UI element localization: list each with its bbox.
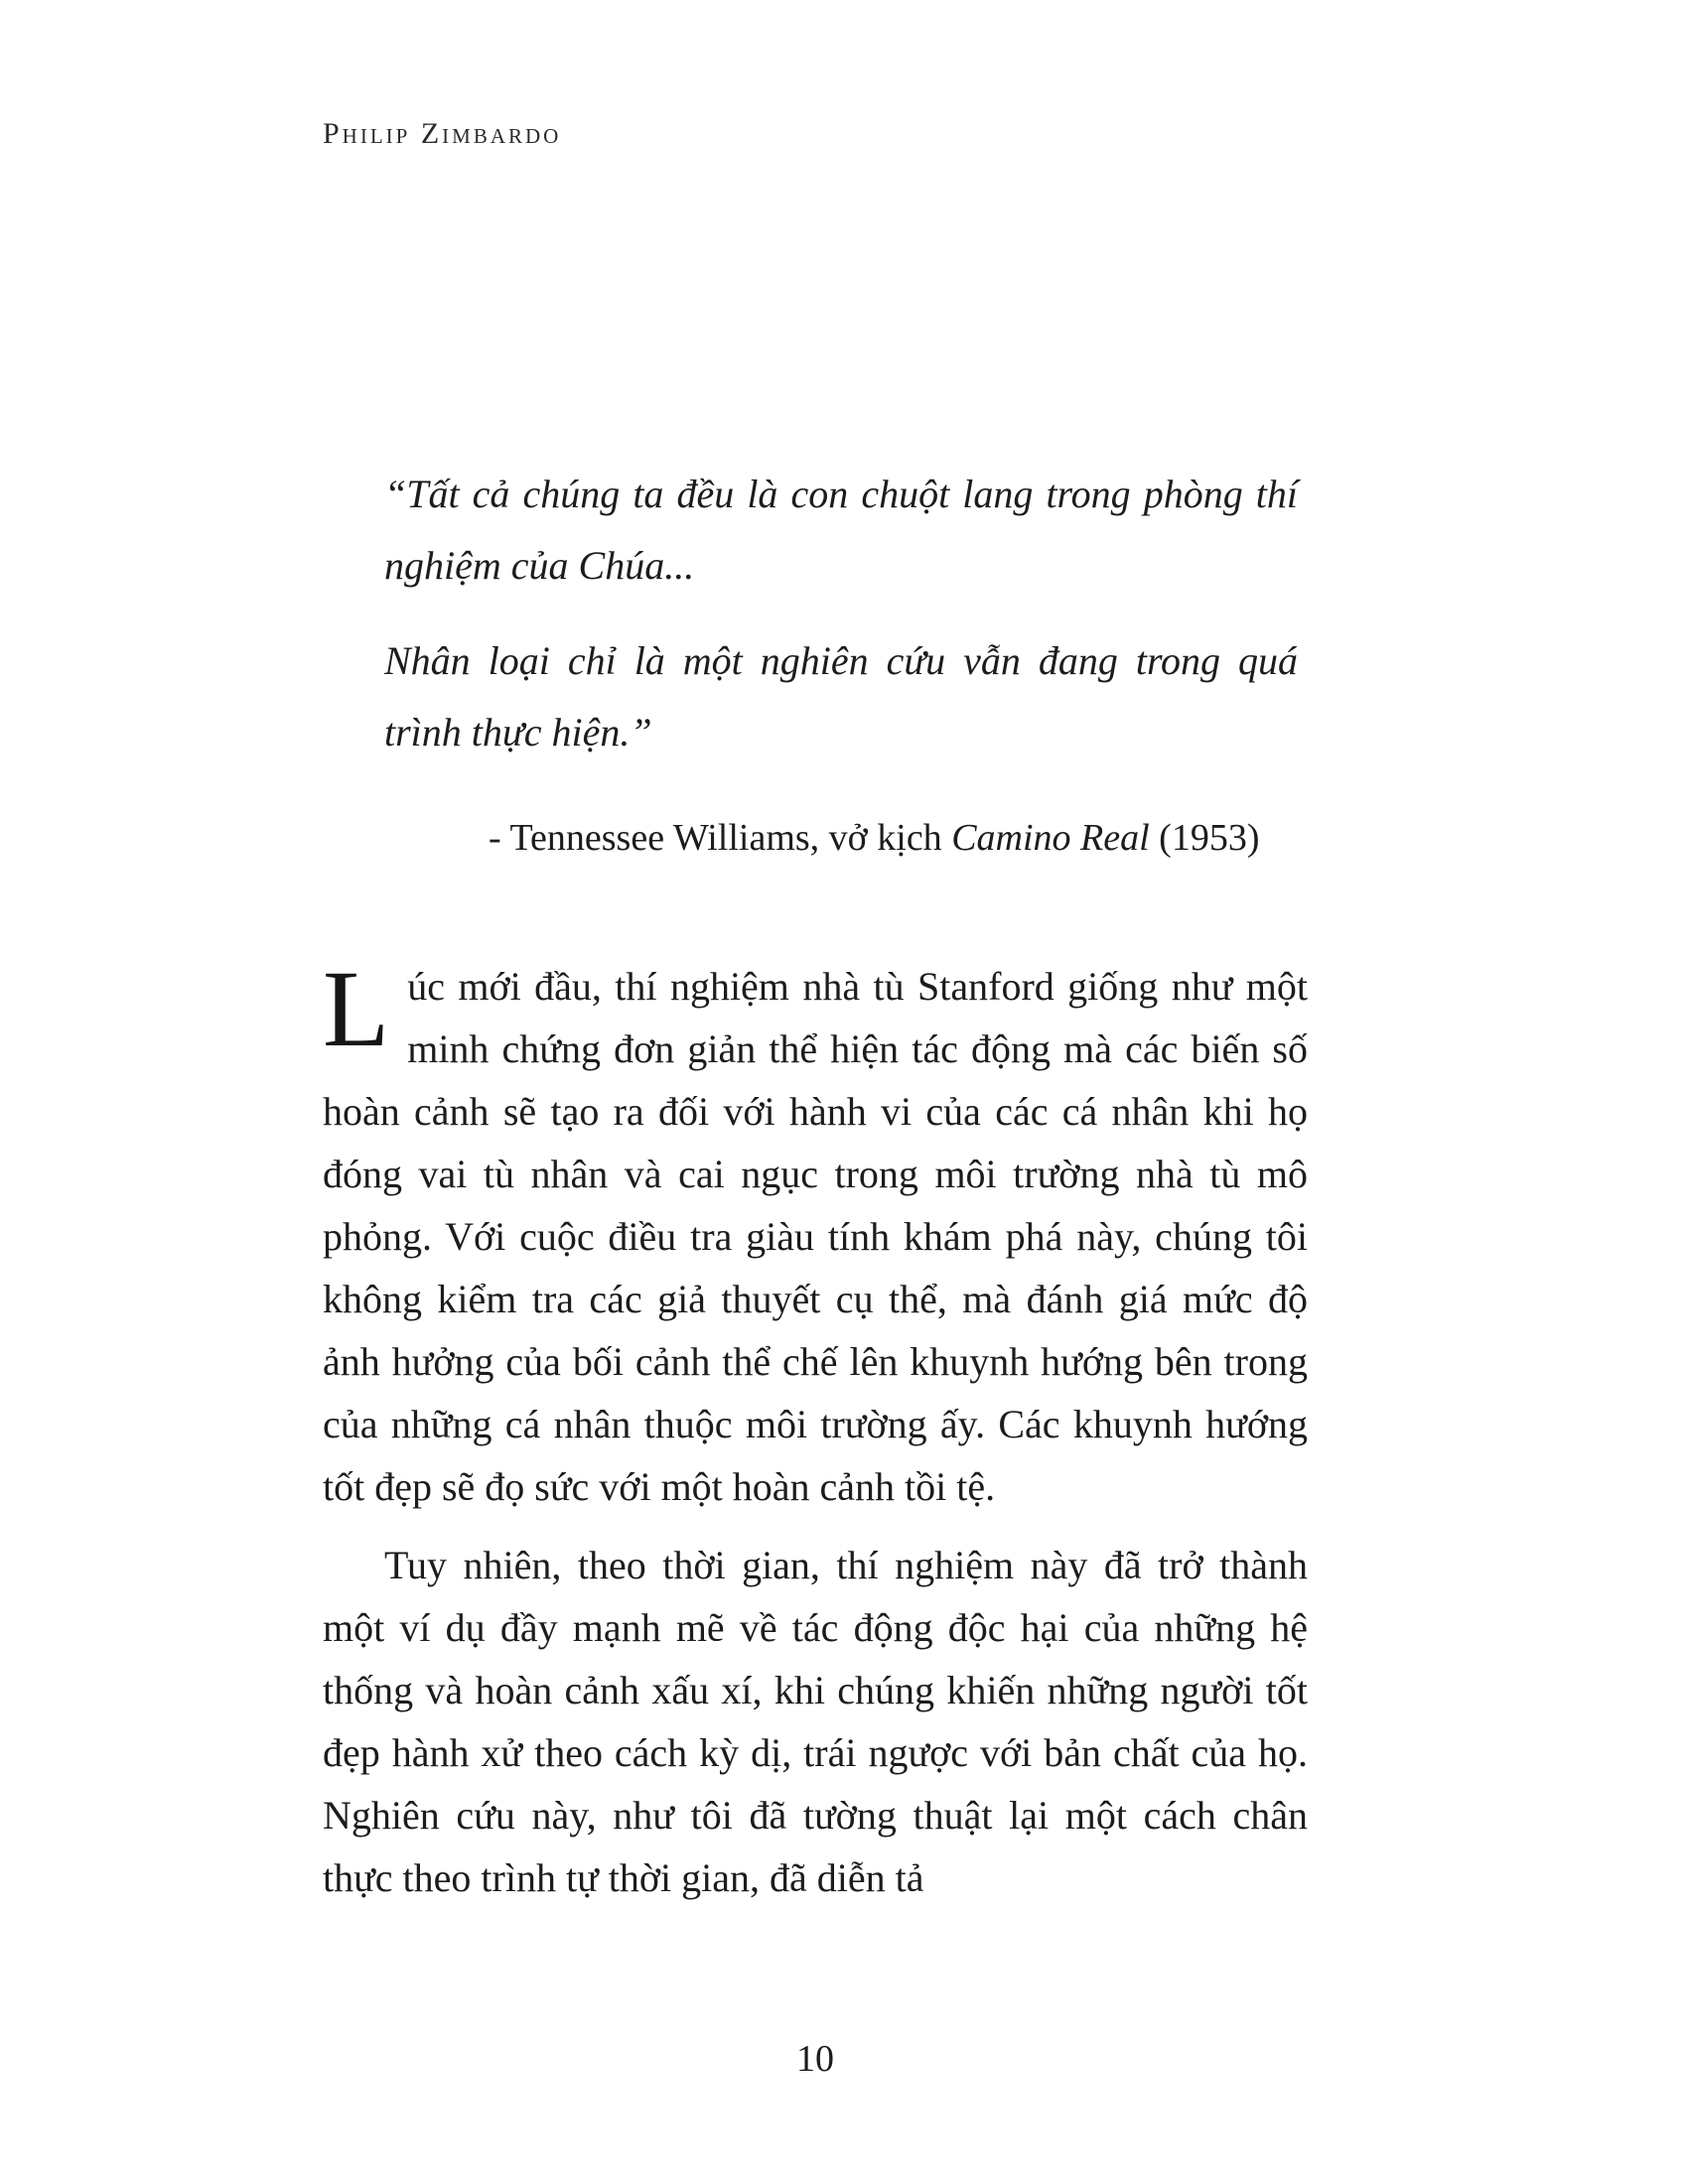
paragraph-1 xyxy=(323,948,1308,1518)
page-number: 10 xyxy=(796,2038,834,2080)
epigraph-quote xyxy=(384,459,1298,864)
text-column xyxy=(323,0,1308,1909)
quote-line-2: Nhân loại chỉ là một nghiên cứu vẫn đang trong quá trình thực hiện.” xyxy=(384,638,1298,754)
quote-attribution xyxy=(489,812,1298,864)
body-text xyxy=(323,948,1308,1909)
attribution-year: (1953) xyxy=(1149,817,1260,859)
paragraph-2: Tuy nhiên, theo thời gian, thí nghiệm này đã trở thành một ví dụ đầy mạnh mẽ về tác động độc hại của những hệ thống và hoàn cảnh xấu xí, khi chúng khiến những người tốt đẹp hành xử theo cách kỳ dị, trái ngược với bản chất của họ. Nghiên cứu này, như tôi đã tường thuật lại một cách chân thực theo trình tự thời gian, đã diễn tả xyxy=(323,1543,1308,1900)
attribution-prefix: - Tennessee Williams, vở kịch xyxy=(489,817,952,859)
drop-cap: L xyxy=(323,948,390,1069)
paragraph-1-text: úc mới đầu, thí nghiệm nhà tù Stanford giống như một minh chứng đơn giản thể hiện tác động mà các biến số hoàn cảnh sẽ tạo ra đối với hành vi của các cá nhân khi họ đóng vai tù nhân và cai ngục trong môi trường nhà tù mô phỏng. Với cuộc điều tra giàu tính khám phá này, chúng tôi không kiểm tra các giả thuyết cụ thể, mà đánh giá mức độ ảnh hưởng của bối cảnh thể chế lên khuynh hướng bên trong của những cá nhân thuộc môi trường ấy. Các khuynh hướng tốt đẹp sẽ đọ sức với một hoàn cảnh tồi tệ. xyxy=(323,964,1308,1509)
quote-line-1: “Tất cả chúng ta đều là con chuột lang trong phòng thí nghiệm của Chúa... xyxy=(384,472,1298,588)
attribution-work-title: Camino Real xyxy=(951,817,1150,859)
running-header-author: Philip Zimbardo xyxy=(323,117,562,150)
